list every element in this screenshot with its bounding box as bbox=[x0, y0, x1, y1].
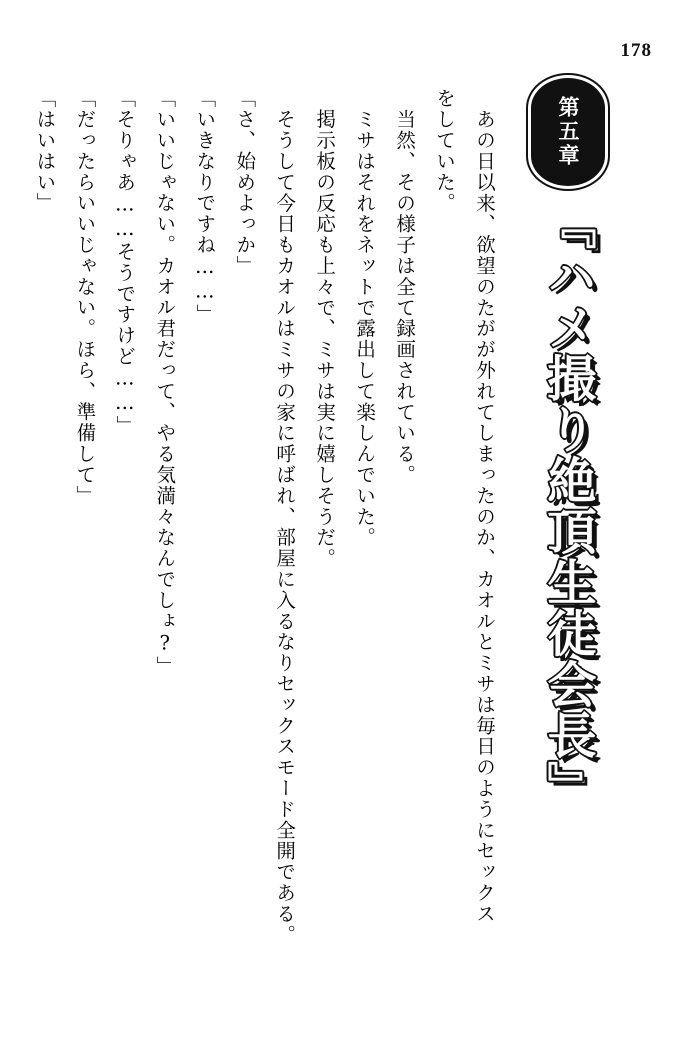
body-paragraph: 「いいじゃない。カオル君だって、やる気満々なんでしょ?」 bbox=[153, 88, 177, 677]
body-paragraph: 当然、その様子は全て録画されている。 bbox=[393, 109, 417, 486]
body-text bbox=[33, 88, 504, 992]
body-paragraph: あの日以来、欲望のたがが外れてしまったのか、カオルとミサは毎日のようにセックス bbox=[473, 109, 496, 925]
body-paragraph: 「さ、始めよっか」 bbox=[233, 88, 257, 277]
body-paragraph: 「いきなりですね……」 bbox=[193, 88, 217, 325]
page-number: 178 bbox=[620, 40, 652, 61]
chapter-tag-label: 第五章 bbox=[556, 96, 582, 168]
body-paragraph: 「だったらいいじゃない。ほら、準備して」 bbox=[73, 88, 97, 506]
body-paragraph: 掲示板の反応も上々で、ミサは実に嬉しそうだ。 bbox=[313, 109, 337, 569]
body-paragraph: ミサはそれをネットで露出して楽しんでいた。 bbox=[353, 109, 377, 548]
body-paragraph: 「はいはい」 bbox=[33, 88, 57, 214]
body-paragraph: をしていた。 bbox=[433, 88, 457, 214]
body-paragraph: 「そりゃあ……そうですけど……」 bbox=[113, 88, 137, 437]
body-paragraph: そうして今日もカオルはミサの家に呼ばれ、部屋に入るなりセックスモード全開である。 bbox=[273, 109, 297, 945]
chapter-tag bbox=[531, 78, 605, 186]
chapter-title: 『ハメ撮り絶頂生徒会長』 bbox=[539, 200, 597, 812]
chapter-heading bbox=[508, 78, 628, 812]
